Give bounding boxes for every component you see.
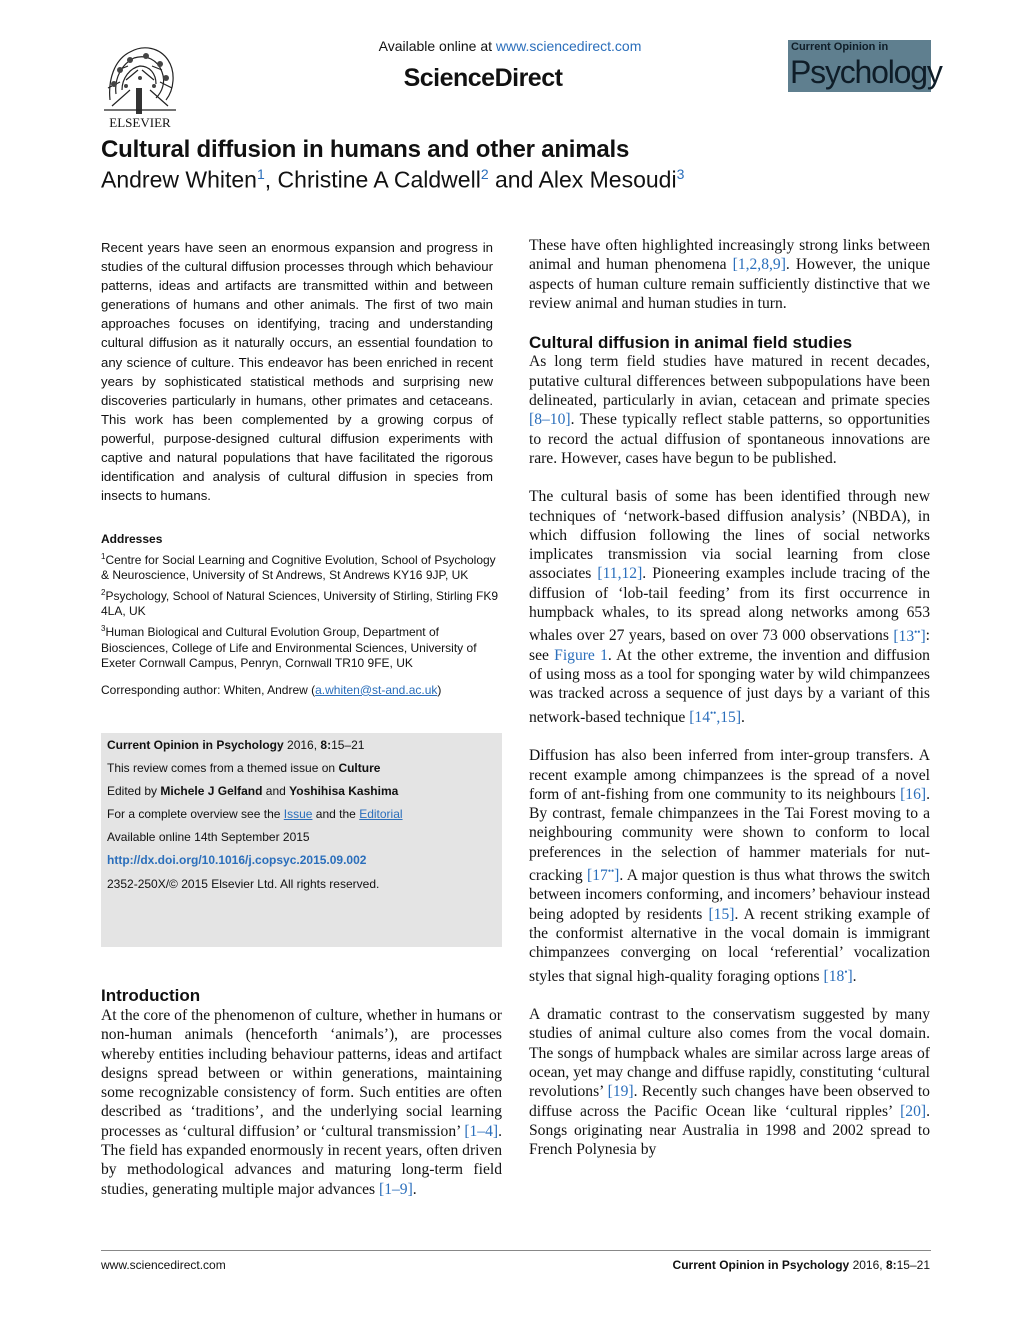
paragraph-text: . At the other extreme, the invention and diffusion of using moss as a tool for sponging water by wild chimpanzees was tracked across a sequence of just days by a variant of this network-based technique [529,646,930,726]
footer-divider [101,1250,931,1251]
author-separator: and [488,166,539,193]
editor-and: and [265,784,286,799]
citation-link[interactable]: [1,2,8,9] [732,256,786,274]
author-name: Alex Mesoudi [538,166,677,193]
section-heading: Cultural diffusion in animal field studies [529,333,853,353]
editor-name: Michele J Gelfand [160,784,263,799]
citation-close: ] [920,627,926,645]
article-title: Cultural diffusion in humans and other animals [101,136,630,163]
address-text: Human Biological and Cultural Evolution Group, Department of Biosciences, College of Life and Environmental Sciences, University of Exeter Cornwall Campus, Penryn, Cornwall TR10 9FE, UK [101,624,477,671]
citation-link[interactable]: [15] [708,905,735,923]
available-prefix: Available online at [378,38,492,54]
citation-link[interactable]: [20] [900,1102,927,1120]
paragraph-text: These have often highlighted increasingly strong links between animal and human phenomena [529,237,930,274]
address-number: 2 [101,587,106,597]
paragraph-text: As long term field studies have matured in recent decades, putative cultural differences between subpopulations have been delineated, particularly in avian, cetacean and primate species [529,353,930,410]
citation-number: [17 [587,867,608,885]
author-name: Andrew Whiten [101,166,257,193]
citation-link[interactable]: [1–4] [464,1122,499,1140]
address-item [101,549,503,584]
footer-pages: 15–21 [896,1258,930,1272]
journal-pages: 15–21 [331,738,365,752]
citation-link[interactable]: [19] [607,1083,634,1101]
overview-line [107,807,496,823]
footer-year: 2016, [852,1258,883,1272]
sciencedirect-link[interactable]: www.sciencedirect.com [495,38,642,54]
importance-marker: • [844,966,848,977]
importance-marker: •• [607,865,615,876]
paragraph-text: . By contrast, female chimpanzees in the Tai Forest moving to a neighbouring community were shown to conform to local preferences in the selection of hammer materials for nut-cracking [529,785,930,885]
available-online: Available online 14th September 2015 [107,830,310,845]
paragraph-text: . [852,967,857,985]
figure-link[interactable]: Figure 1 [554,646,608,664]
journal-volume: 8: [320,738,332,752]
citation-link[interactable]: [1–9] [379,1180,413,1198]
journal-name: Current Opinion in Psychology [107,738,284,752]
citation-close: ] [614,867,620,885]
addresses-section [101,532,503,698]
paragraph-text: . The field has expanded enormously in recent years, often driven by methodological advances and maturing long-term field studies, generating multiple major advances [101,1122,502,1198]
address-number: 3 [101,623,106,633]
overview-and: and the [315,807,356,822]
address-text: Psychology, School of Natural Sciences, University of Stirling, Stirling FK9 4LA, UK [101,588,499,619]
citation-number: [13 [893,627,915,645]
paragraph-text: . However, the unique aspects of human culture remain sufficiently distinctive that we review animal and human studies in turn. [529,256,930,312]
citation-link[interactable]: [8–10] [529,411,571,429]
overview-prefix: For a complete overview see the [107,807,281,822]
footer-citation [673,1258,930,1272]
journal-badge-big: Psychology [790,54,942,90]
citation-close: ] [847,967,853,985]
footer-journal: Current Opinion in Psychology [672,1258,850,1272]
paragraph [529,487,930,727]
paragraph-text: . A recent striking example of the conformist alternative in the vocal domain is immigrant chimpanzees converging on local ‘referential’ vocalization styles that signal high-quality foraging options [529,905,930,985]
citation-number: [18 [823,967,845,985]
editorial-link[interactable]: Editorial [359,807,403,822]
citation-link[interactable]: [11,12] [597,565,643,583]
citation-link[interactable] [824,968,853,985]
paragraph [529,236,930,313]
journal-badge-small: Current Opinion in [791,41,889,53]
doi-text[interactable]: http://dx.doi.org/10.1016/j.copsyc.2015.09.002 [107,853,367,868]
footer-volume: 8: [885,1258,897,1272]
corresponding-suffix: ) [437,682,442,697]
paragraph-text: . Pioneering examples include tracing of the diffusion of ‘lob-tail feeding’ from its first occurrence in humpback whales, to its spread along networks among 653 whales over 27 years, based on over 73 000 observations [529,565,930,645]
elsevier-wordmark: ELSEVIER [109,115,171,130]
paragraph [529,746,930,986]
right-column [529,236,930,1160]
paragraph-text: . These typically reflect stable patterns, so opportunities to record the actual diffusion of spontaneous innovations are rare. However, cases have begun to be published. [529,411,930,467]
journal-year: 2016, [287,738,318,752]
paragraph-text: A dramatic contrast to the conservatism suggested by many studies of animal culture also comes from the vocal domain. The songs of humpback whales are similar across large areas of ocean, yet may change and diffuse rapidly, constituting ‘cultural revolutions’ [529,1006,930,1101]
address-item [101,585,503,620]
paragraph-text: At the core of the phenomenon of culture, whether in humans or non-human animals (henceforth ‘animals’), are processes whereby entities including behaviour patterns, ideas and artifact designs spread between or within generations, maintaining some recognizable consistency of form. Such entities are often described as ‘traditions’, and the underlying social learning processes as ‘cultural diffusion’ or ‘cultural transmission’ [101,1007,502,1140]
author-affiliation-link[interactable]: 2 [480,166,489,182]
issue-link[interactable]: Issue [283,807,313,822]
citation-link[interactable] [689,709,741,726]
citation-line [107,738,496,754]
themed-issue-line [107,761,496,777]
introduction-paragraph [101,1006,502,1199]
citation-link[interactable] [587,867,619,884]
abstract: Recent years have seen an enormous expansion and progress in studies of the cultural diffusion processes through which behaviour patterns, ideas and artifacts are transmitted within and between generations of humans and other animals. The first of two main approaches focuses on identifying, tracing and understanding cultural diffusion as it naturally occurs, an essential foundation to any science of culture. This endeavor has been enriched in recent years by sophisticated statistical methods and surprising new discoveries particularly in humans, other primates and cetaceans. This work has been complemented by a growing corpus of powerful, purpose-designed cultural diffusion experiments with captive and natural populations that have facilitated the rigorous identification and analysis of cultural diffusion in species from insects to humans. [101,240,493,504]
citation-link[interactable] [893,628,925,645]
themed-topic: Culture [338,761,381,776]
importance-marker: •• [914,626,921,637]
sciencedirect-brand: ScienceDirect [403,64,563,92]
author-affiliation-link[interactable]: 3 [676,166,685,182]
address-number: 1 [101,551,106,561]
journal-badge [788,40,942,92]
paragraph-text: . [412,1180,417,1198]
paragraph-text: : see [529,627,930,664]
email-link[interactable]: a.whiten@st-and.ac.uk [315,682,438,697]
footer-website[interactable]: www.sciencedirect.com [101,1258,226,1272]
themed-prefix: This review comes from a themed issue on [107,761,336,776]
copyright: 2352-250X/© 2015 Elsevier Ltd. All rights reserved. [107,876,380,891]
edited-prefix: Edited by [107,784,158,799]
address-text: Centre for Social Learning and Cognitive Evolution, School of Psychology & Neuroscience, University of St Andrews, St Andrews KY16 9JP, UK [101,552,496,583]
paragraph [529,352,930,468]
corresponding-author [101,683,503,699]
importance-marker: •• [710,707,717,718]
citation-link[interactable]: [16] [900,785,927,803]
paragraph-text: . [741,708,745,726]
author-list [101,166,684,194]
corresponding-prefix: Corresponding author: Whiten, Andrew ( [101,682,316,697]
author-affiliation-link[interactable]: 1 [256,166,265,182]
citation-close: ,15] [716,708,742,726]
addresses-heading: Addresses [101,532,163,546]
article-info-box [101,733,502,947]
introduction-heading: Introduction [101,986,201,1005]
paragraph-text: . A major question is thus what throws the switch between incomers conforming, and incomers’ behaviour instead being adopted by residents [529,867,930,923]
paragraph [529,1005,930,1159]
paragraph-text: . Songs originating near Australia in 1998 and 2002 spread to French Polynesia by [529,1102,930,1159]
address-item [101,621,503,672]
author-name: Christine A Caldwell [277,166,481,193]
doi-link[interactable] [107,853,496,869]
editor-name: Yoshihisa Kashima [289,784,399,799]
editors-line [107,784,496,800]
paragraph-text: . Recently such changes have been observed to diffuse across the Pacific Ocean like ‘cultural ripples’ [529,1083,930,1120]
paragraph-text: The cultural basis of some has been identified through new techniques of ‘network-based diffusion analysis’ (NBDA), in which diffusion following the lines of social networks implicates transmission via social learning from close associates [529,488,930,583]
paragraph-text: Diffusion has also been inferred from inter-group transfers. A recent example among chimpanzees is the spread of a novel form of ant-fishing from one community to its neighbours [529,747,930,803]
author-separator: , [264,166,278,193]
citation-number: [14 [689,708,711,726]
